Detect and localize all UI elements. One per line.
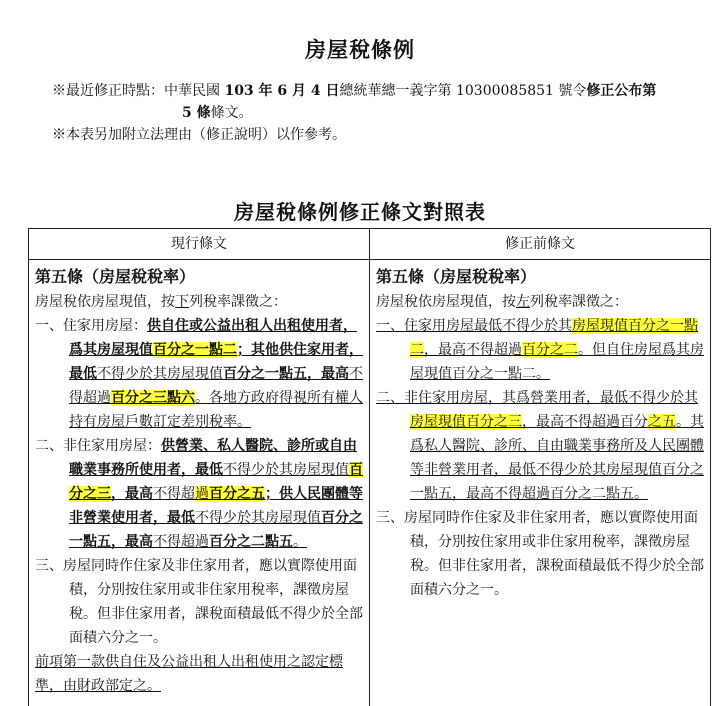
note-reference: ※本表另加附立法理由（修正說明）以作參考。 — [52, 127, 346, 143]
previous-item-3: 三、房屋同時作住家及非住家用者，應以實際使用面積，分別按住家用或非住家用稅率，課徵房屋稅。但非住家用者，課稅面積最低不得少於全部面積六分之一。 — [376, 510, 704, 598]
current-column — [29, 229, 370, 706]
current-article-title: 第五條（房屋稅稅率） — [35, 267, 196, 286]
current-intro: 房屋稅依房屋現值，按下列稅率課徵之： — [35, 294, 287, 310]
previous-column-header: 修正前條文 — [370, 229, 710, 260]
previous-item-2: 二、非住家用房屋，其爲營業用者，最低不得少於其房屋現值百分之三，最高不得超過百分之五。其爲私人醫院、診所、自由職業事務所及人民團體等非營業用者，最低不得少於其房屋現值百分之一點五，最高不得超過百分之二點五。 — [376, 390, 704, 502]
current-tail-paragraph: 前項第一款供自住及公益出租人出租使用之認定標準，由財政部定之。 — [35, 654, 343, 694]
comparison-table — [28, 228, 711, 706]
previous-article-title: 第五條（房屋稅稅率） — [376, 267, 537, 286]
current-item-1: 一、住家用房屋：供自住或公益出租人出租使用者，爲其房屋現值百分之一點二；其他供住家用者，最低不得少於其房屋現值百分之一點五，最高不得超過百分之三點六。各地方政府得視所有權人持有房屋戶數訂定差別稅率。 — [35, 318, 363, 430]
current-item-2: 二、非住家用房屋：供營業、私人醫院、診所或自由職業事務所使用者，最低不得少於其房屋現值百分之三，最高不得超過百分之五；供人民團體等非營業使用者，最低不得少於其房屋現值百分之一點五，最高不得超過百分之二點五。 — [35, 438, 363, 550]
note-amendment-article: 5 條條文。 — [182, 105, 253, 121]
note-amendment-date: ※最近修正時點：中華民國 103 年 6 月 4 日總統華總一義字第 10300085851 號令修正公布第 — [52, 83, 657, 99]
current-article — [29, 260, 369, 698]
previous-intro: 房屋稅依房屋現值，按左列稅率課徵之： — [376, 294, 628, 310]
table-title: 房屋稅條例修正條文對照表 — [234, 200, 486, 224]
previous-column — [370, 229, 710, 706]
current-item-3: 三、房屋同時作住家及非住家用者，應以實際使用面積，分別按住家用或非住家用稅率，課徵房屋稅。但非住家用者，課稅面積最低不得少於全部面積六分之一。 — [35, 558, 363, 646]
document-title: 房屋稅條例 — [305, 38, 415, 62]
amendment-notes — [52, 80, 692, 146]
previous-article — [370, 260, 710, 602]
previous-item-1: 一、住家用房屋最低不得少於其房屋現值百分之一點二，最高不得超過百分之二。但自住房屋爲其房屋現值百分之一點二。 — [376, 318, 704, 382]
current-column-header: 現行條文 — [29, 229, 369, 260]
